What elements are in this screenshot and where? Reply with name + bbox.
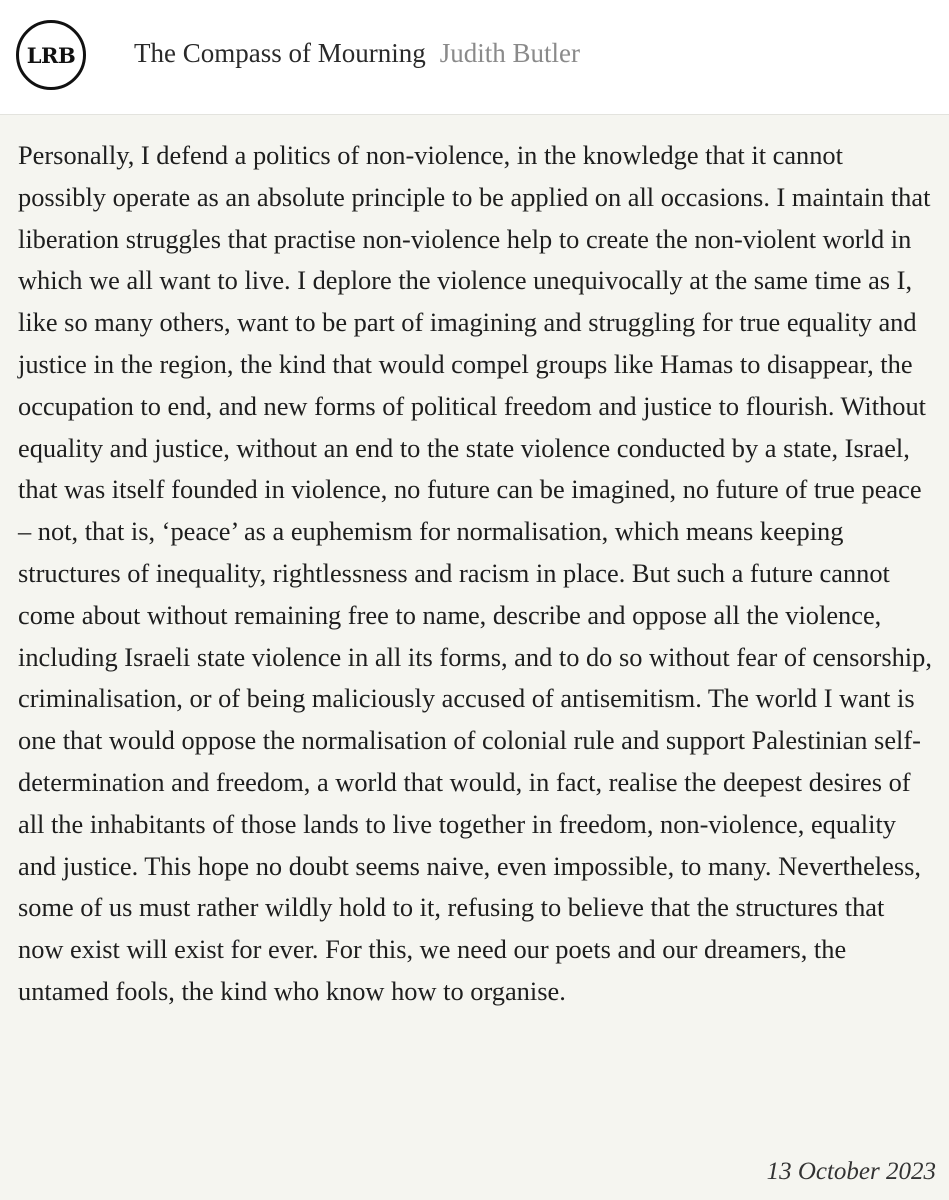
header-title-row bbox=[134, 36, 580, 70]
publication-date: 13 October 2023 bbox=[766, 1158, 936, 1185]
header-bar bbox=[0, 0, 949, 115]
lrb-logo[interactable]: LRB bbox=[16, 20, 86, 90]
article-body: Personally, I defend a politics of non-violence, in the knowledge that it cannot possibly operate as an absolute principle to be applied on all occasions. I maintain that liberation struggles that practise non-violence help to create the non-violent world in which we all want to live. I deplore the violence unequivocally at the same time as I, like so many others, want to be part of imagining and struggling for true equality and justice in the region, the kind that would compel groups like Hamas to disappear, the occupation to end, and new forms of political freedom and justice to flourish. Without equality and justice, without an end to the state violence conducted by a state, Israel, that was itself founded in violence, no future can be imagined, no future of true peace – not, that is, ‘peace’ as a euphemism for normalisation, which means keeping structures of inequality, rightlessness and racism in place. But such a future cannot come about without remaining free to name, describe and oppose all the violence, including Israeli state violence in all its forms, and to do so without fear of censorship, criminalisation, or of being maliciously accused of antisemitism. The world I want is one that would oppose the normalisation of colonial rule and support Palestinian self-determination and freedom, a world that would, in fact, realise the deepest desires of all the inhabitants of those lands to live together in freedom, non-violence, equality and justice. This hope no doubt seems naive, even impossible, to many. Nevertheless, some of us must rather wildly hold to it, refusing to believe that the structures that now exist will exist for ever. For this, we need our poets and our dreamers, the untamed fools, the kind who know how to organise. bbox=[18, 140, 932, 1006]
article-author: Judith Butler bbox=[439, 38, 580, 68]
article-title: The Compass of Mourning bbox=[134, 38, 426, 68]
